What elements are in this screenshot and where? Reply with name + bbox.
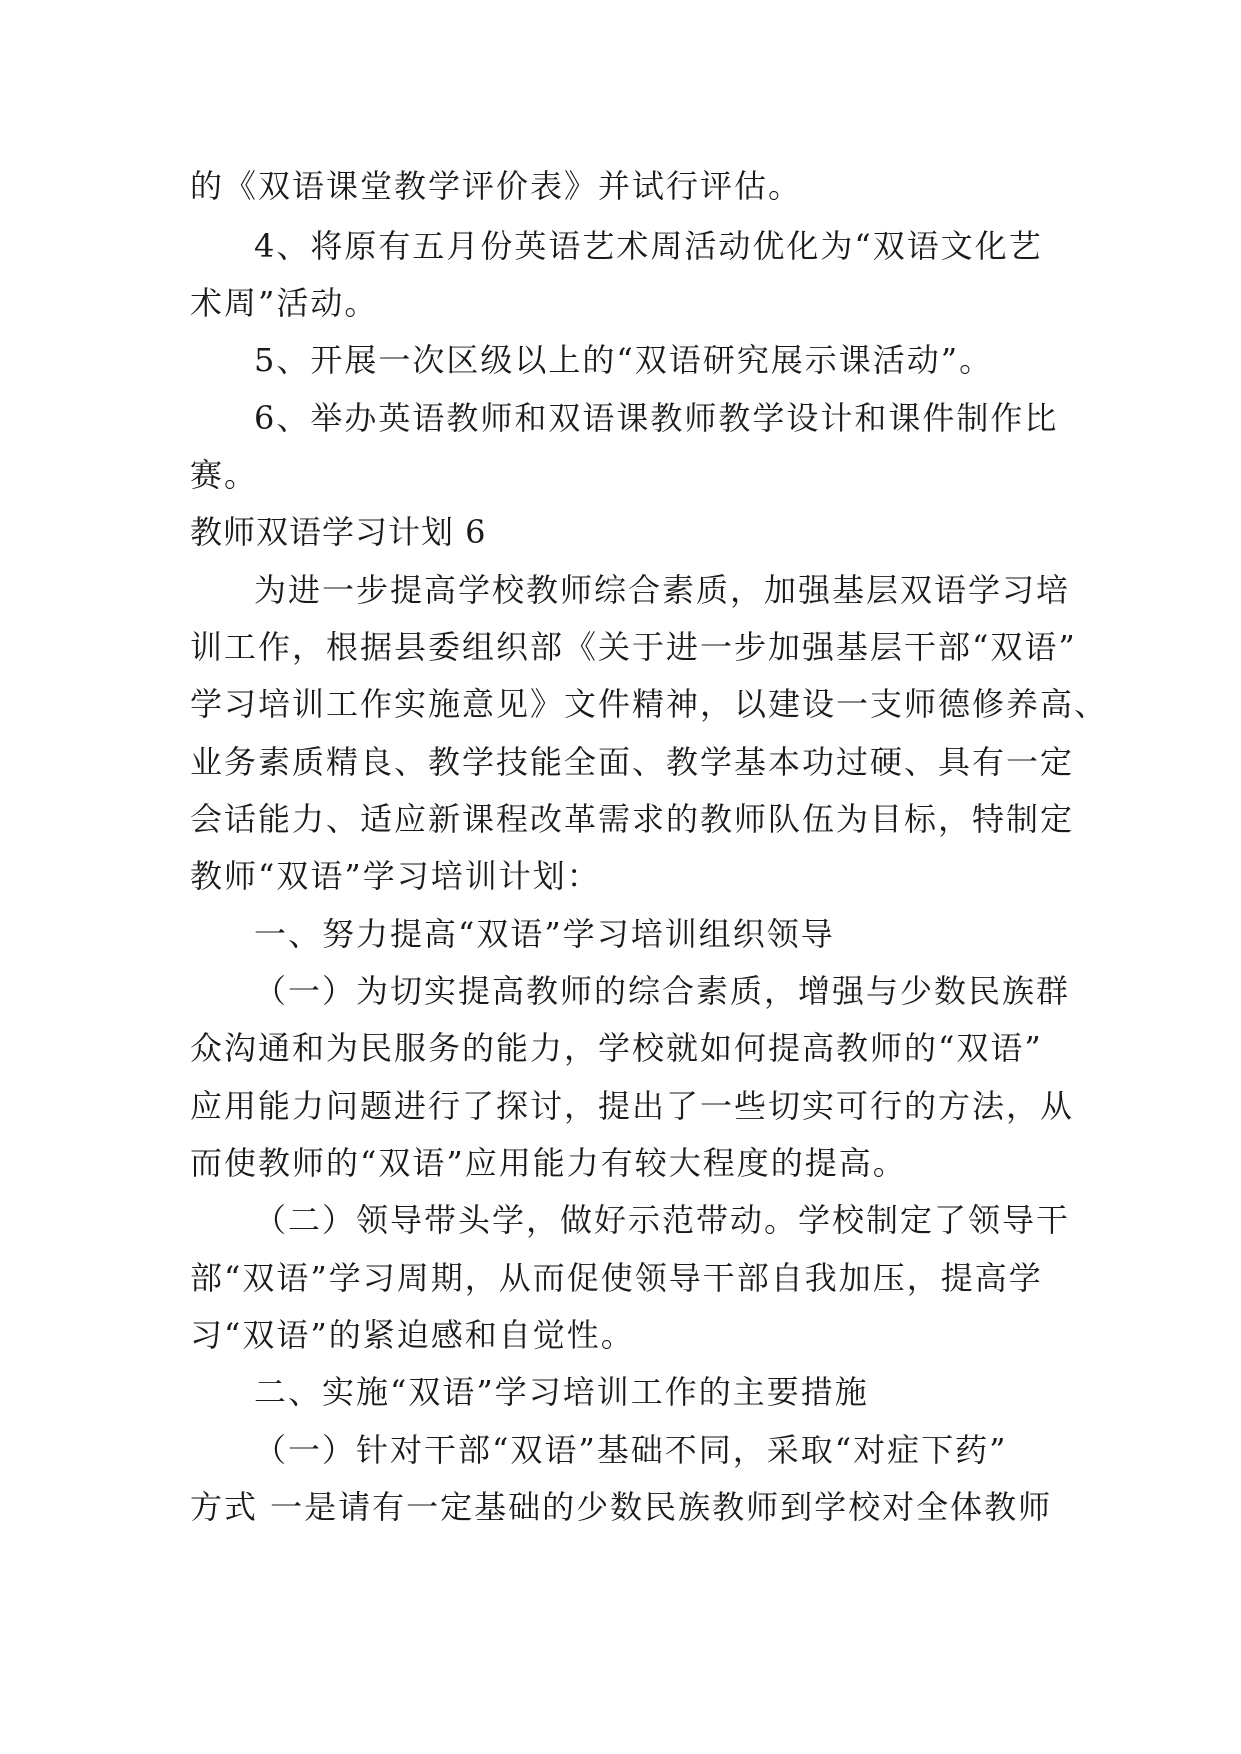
text-line: 而使教师的“双语”应用能力有较大程度的提高。	[190, 1144, 907, 1182]
section-title: 教师双语学习计划 6	[190, 513, 487, 551]
text-line: （一）针对干部“双语”基础不同，采取“对症下药”	[254, 1431, 1008, 1469]
text-line: 赛。	[190, 456, 259, 494]
text-line: 6、举办英语教师和双语课教师教学设计和课件制作比	[254, 399, 1059, 437]
text-line: 4、将原有五月份英语艺术周活动优化为“双语文化艺	[254, 227, 1043, 265]
text-line: 应用能力问题进行了探讨，提出了一些切实可行的方法，从	[190, 1087, 1075, 1125]
text-line: 训工作，根据县委组织部《关于进一步加强基层干部“双语”	[190, 628, 1077, 666]
text-line: 一、努力提高“双语”学习培训组织领导	[254, 915, 835, 953]
text-line: 部“双语”学习周期，从而促使领导干部自我加压，提高学	[190, 1259, 1043, 1297]
text-line: 众沟通和为民服务的能力，学校就如何提高教师的“双语”	[190, 1029, 1043, 1067]
text-line: 业务素质精良、教学技能全面、教学基本功过硬、具有一定	[190, 743, 1075, 781]
text-line: （一）为切实提高教师的综合素质，增强与少数民族群	[254, 972, 1071, 1010]
text-line: 5、开展一次区级以上的“双语研究展示课活动”。	[254, 341, 994, 379]
text-line: 方式 一是请有一定基础的少数民族教师到学校对全体教师	[190, 1488, 1053, 1526]
text-line: 术周”活动。	[190, 284, 379, 322]
text-line: （二）领导带头学，做好示范带动。学校制定了领导干	[254, 1201, 1071, 1239]
text-line: 教师“双语”学习培训计划：	[190, 857, 601, 895]
text-line: 习“双语”的紧迫感和自觉性。	[190, 1316, 635, 1354]
text-line: 的《双语课堂教学评价表》并试行评估。	[190, 167, 803, 205]
text-line: 会话能力、适应新课程改革需求的教师队伍为目标，特制定	[190, 800, 1075, 838]
text-line: 二、实施“双语”学习培训工作的主要措施	[254, 1373, 869, 1411]
text-line: 学习培训工作实施意见》文件精神，以建设一支师德修养高、	[190, 685, 1109, 723]
text-line: 为进一步提高学校教师综合素质，加强基层双语学习培	[254, 571, 1071, 609]
